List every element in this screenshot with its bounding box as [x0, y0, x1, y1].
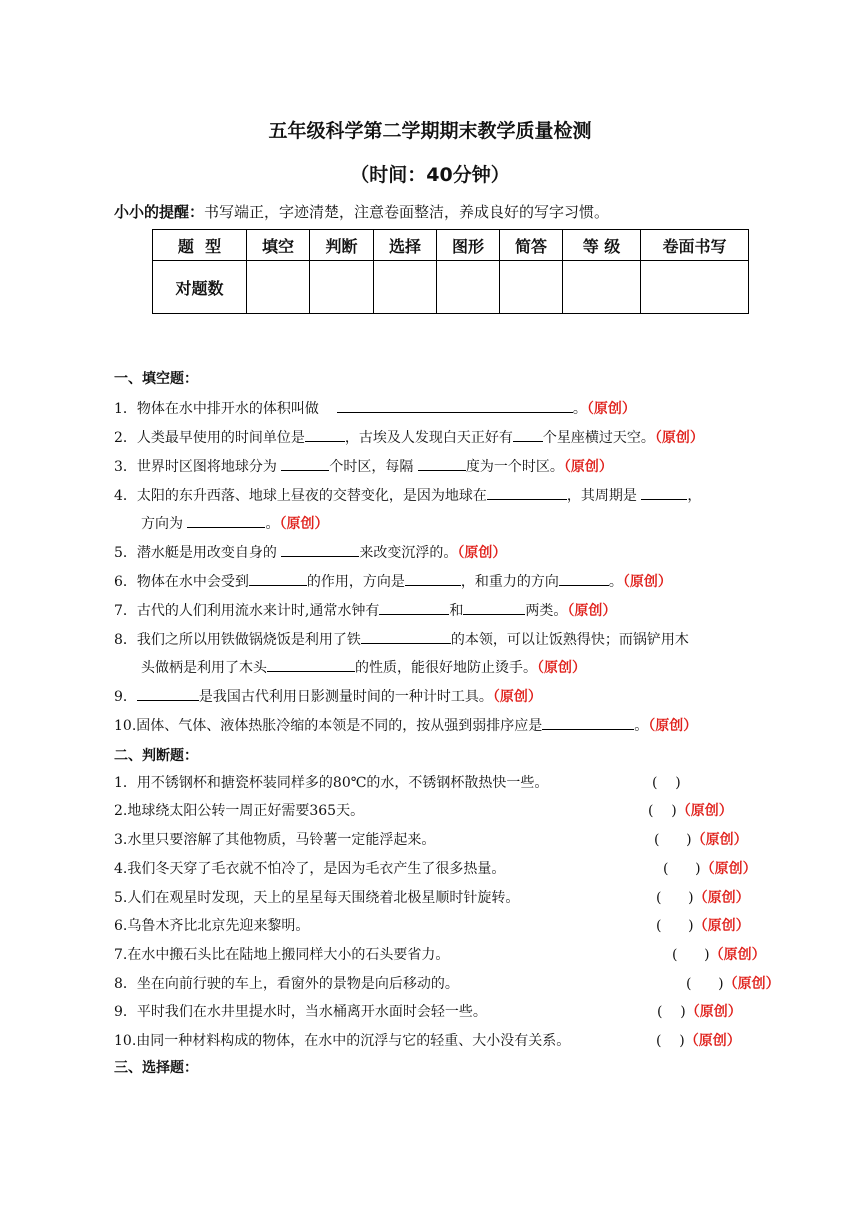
original-tag: （原创） — [457, 545, 507, 561]
original-tag: （原创） — [693, 918, 750, 934]
score-cell-short[interactable] — [500, 261, 563, 314]
judge-answer-3 — [654, 830, 748, 850]
score-cell-figure[interactable] — [437, 261, 500, 314]
fill-question-8-cont: 头做柄是利用了木头 的性质，能很好地防止烫手。（原创） — [141, 657, 586, 678]
question-text: 物体在水中会受到 — [136, 574, 249, 590]
question-number: 9． — [114, 689, 137, 705]
reminder — [114, 201, 609, 222]
question-text: 古代的人们利用流水来计时,通常水钟有 — [136, 603, 380, 619]
question-text: 太阳的东升西落、地球上昼夜的交替变化，是因为地球在 — [136, 488, 487, 504]
judge-question-5: 5.人们在观星时发现，天上的星星每天围绕着北极星顺时针旋转。 — [114, 890, 520, 906]
fill-question-8: 8．我们之所以用铁做锅烧饭是利用了铁 的本领，可以让饭熟得快；而锅铲用木 — [114, 629, 689, 650]
original-tag: （原创） — [563, 459, 613, 475]
original-tag: （原创） — [492, 689, 542, 705]
fill-question-7: 7．古代的人们利用流水来计时,通常水钟有 和 两类。（原创） — [114, 600, 616, 621]
judge-question-2: 2.地球绕太阳公转一周正好需要365天。 — [114, 803, 365, 819]
score-header-fill: 填空 — [247, 230, 310, 261]
answer-paren[interactable]: ( ) — [672, 947, 710, 963]
score-cell-choice[interactable] — [374, 261, 437, 314]
answer-paren[interactable]: ( ) — [686, 976, 724, 992]
section-choice-title: 三、选择题： — [114, 1060, 198, 1076]
answer-blank[interactable] — [137, 686, 199, 701]
score-cell-neatness[interactable] — [641, 261, 749, 314]
reminder-text: 书写端正，字迹清楚，注意卷面整洁，养成良好的写字习惯。 — [204, 203, 610, 221]
question-text: 我们之所以用铁做锅烧饭是利用了铁 — [136, 632, 361, 648]
fill-question-2: 2．人类最早使用的时间单位是 ，古埃及人发现白天正好有 个星座横过天空。（原创） — [114, 427, 704, 448]
original-tag: （原创） — [691, 832, 748, 848]
answer-blank[interactable] — [559, 571, 609, 586]
judge-answer-5 — [656, 888, 750, 908]
answer-paren[interactable]: ( ) — [656, 1033, 685, 1049]
score-header-type: 题 型 — [153, 230, 247, 261]
original-tag: （原创） — [654, 430, 704, 446]
question-text: 固体、气体、液体热胀冷缩的本领是不同的，按从强到弱排序应是 — [136, 718, 543, 734]
judge-question-4: 4.我们冬天穿了毛衣就不怕冷了，是因为毛衣产生了很多热量。 — [114, 861, 506, 877]
page-title: 五年级科学第二学期期末教学质量检测 — [268, 120, 592, 142]
score-header-judge: 判断 — [310, 230, 374, 261]
reminder-label: 小小的提醒： — [114, 203, 205, 221]
question-text: 世界时区图将地球分为 — [136, 459, 282, 475]
fill-question-10: 10.固体、气体、液体热胀冷缩的本领是不同的，按从强到弱排序应是 。（原创） — [114, 715, 697, 736]
judge-answer-8 — [686, 974, 780, 994]
answer-blank[interactable] — [281, 456, 329, 471]
question-number: 7． — [114, 603, 137, 619]
section-fill-title: 一、填空题： — [114, 371, 198, 387]
question-number: 1． — [114, 401, 137, 417]
answer-blank[interactable] — [305, 427, 345, 442]
score-table-row — [153, 261, 749, 314]
question-text: 人类最早使用的时间单位是 — [136, 430, 305, 446]
judge-question-7: 7.在水中搬石头比在陆地上搬同样大小的石头要省力。 — [114, 947, 450, 963]
question-number: 10. — [114, 718, 137, 734]
score-header-short: 简答 — [500, 230, 563, 261]
question-number: 4． — [114, 488, 137, 504]
answer-paren[interactable]: ( ) — [656, 918, 694, 934]
answer-paren[interactable]: ( ) — [657, 1004, 686, 1020]
judge-answer-2 — [648, 801, 733, 821]
original-tag: （原创） — [537, 660, 586, 676]
score-header-choice: 选择 — [374, 230, 437, 261]
original-tag: （原创） — [684, 1033, 741, 1049]
score-cell-grade[interactable] — [563, 261, 641, 314]
score-cell-fill[interactable] — [247, 261, 310, 314]
fill-question-4-cont: 方向为 。（原创） — [141, 513, 328, 534]
answer-blank[interactable] — [418, 456, 466, 471]
original-tag: （原创） — [279, 516, 329, 532]
original-tag: （原创） — [622, 574, 672, 590]
question-number: 6． — [114, 574, 137, 590]
original-tag: （原创） — [685, 1004, 742, 1020]
judge-answer-6 — [656, 916, 750, 936]
question-number: 8． — [114, 632, 137, 648]
answer-blank[interactable] — [187, 513, 265, 528]
original-tag: （原创） — [693, 890, 750, 906]
time-limit: （时间：40分钟） — [350, 164, 510, 186]
question-text: 是我国古代利用日影测量时间的一种计时工具。 — [198, 689, 493, 705]
score-header-grade: 等 级 — [563, 230, 641, 261]
judge-question-3: 3.水里只要溶解了其他物质，马铃薯一定能浮起来。 — [114, 832, 436, 848]
judge-answer-9 — [657, 1002, 742, 1022]
answer-blank[interactable] — [337, 398, 573, 413]
fill-question-4: 4．太阳的东升西落、地球上昼夜的交替变化，是因为地球在 ，其周期是 ， — [114, 485, 701, 506]
answer-blank[interactable] — [379, 600, 449, 615]
score-header-figure: 图形 — [437, 230, 500, 261]
section-judge-title: 二、判断题： — [114, 748, 198, 764]
question-number: 5． — [114, 545, 137, 561]
fill-question-3: 3．世界时区图将地球分为 个时区，每隔 度为一个时区。（原创） — [114, 456, 613, 477]
fill-question-9 — [114, 686, 542, 707]
question-number: 2． — [114, 430, 137, 446]
question-text: 物体在水中排开水的体积叫做 — [136, 401, 319, 417]
original-tag: （原创） — [700, 861, 757, 877]
original-tag: （原创） — [709, 947, 766, 963]
original-tag: （原创） — [676, 803, 733, 819]
answer-blank[interactable] — [281, 542, 359, 557]
judge-question-8: 8．坐在向前行驶的车上，看窗外的景物是向后移动的。 — [114, 976, 459, 992]
fill-question-5: 5．潜水艇是用改变自身的 来改变沉浮的。（原创） — [114, 542, 506, 563]
judge-question-1: 1．用不锈钢杯和搪瓷杯装同样多的80℃的水，不锈钢杯散热快一些。 — [114, 775, 549, 791]
judge-question-10: 10.由同一种材料构成的物体，在水中的沉浮与它的轻重、大小没有关系。 — [114, 1033, 571, 1049]
answer-paren[interactable]: ( ) — [648, 803, 677, 819]
answer-blank[interactable] — [542, 715, 634, 730]
fill-question-6: 6．物体在水中会受到 的作用，方向是 ，和重力的方向 。（原创） — [114, 571, 672, 592]
answer-blank[interactable] — [249, 571, 307, 586]
judge-answer-7 — [672, 945, 766, 965]
question-text: 潜水艇是用改变自身的 — [136, 545, 282, 561]
original-tag: （原创） — [648, 718, 698, 734]
score-row-label: 对题数 — [153, 261, 247, 314]
judge-question-9: 9．平时我们在水井里提水时，当水桶离开水面时会轻一些。 — [114, 1004, 487, 1020]
question-number: 3． — [114, 459, 137, 475]
score-table — [152, 229, 749, 314]
answer-blank[interactable] — [641, 485, 687, 500]
answer-paren[interactable]: ( ) — [654, 832, 692, 848]
answer-blank[interactable] — [361, 629, 451, 644]
answer-blank[interactable] — [487, 485, 567, 500]
judge-answer-10 — [656, 1031, 741, 1051]
judge-question-6: 6.乌鲁木齐比北京先迎来黎明。 — [114, 918, 310, 934]
score-cell-judge[interactable] — [310, 261, 374, 314]
score-header-neatness: 卷面书写 — [641, 230, 749, 261]
original-tag: （原创） — [723, 976, 780, 992]
answer-paren[interactable]: ( ) — [663, 861, 701, 877]
answer-blank[interactable] — [267, 657, 355, 672]
fill-question-1: 1．物体在水中排开水的体积叫做 。（原创） — [114, 398, 636, 419]
answer-blank[interactable] — [513, 427, 543, 442]
answer-paren[interactable]: ( ) — [656, 890, 694, 906]
score-table-header-row — [153, 230, 749, 261]
original-tag: （原创） — [586, 401, 636, 417]
judge-answer-4 — [663, 859, 757, 879]
answer-blank[interactable] — [463, 600, 525, 615]
answer-paren[interactable]: ( ) — [652, 775, 681, 791]
original-tag: （原创） — [567, 603, 617, 619]
answer-blank[interactable] — [405, 571, 461, 586]
